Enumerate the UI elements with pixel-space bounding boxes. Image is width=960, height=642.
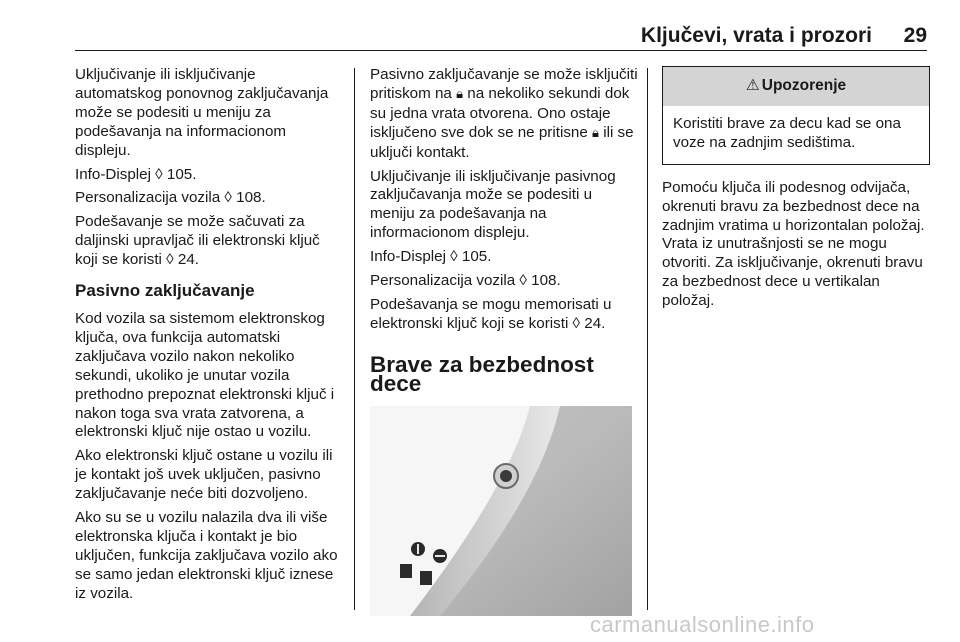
column-divider bbox=[647, 68, 648, 610]
paragraph: Uključivanje ili isključivanje automatskog ponovnog zaključavanja može se podesiti u meniju za podešavanja na informacionom displeju. bbox=[75, 66, 329, 159]
column-right bbox=[662, 66, 930, 316]
paragraph: Podešavanje se može sačuvati za daljinski upravljač ili elektronski ključ koji se koristi ◊ 24. bbox=[75, 213, 320, 269]
warning-header bbox=[663, 67, 929, 106]
text-run: ili se uključi kontakt. bbox=[370, 123, 634, 161]
paragraph: Podešavanja se mogu memorisati u elektronski ključ koji se koristi ◊ 24. bbox=[370, 295, 612, 332]
column-divider bbox=[354, 68, 355, 610]
page-number: 29 bbox=[903, 24, 927, 47]
column-left bbox=[75, 66, 345, 609]
door-illustration bbox=[370, 406, 632, 616]
warning-text: Koristiti brave za decu kad se ona voze na zadnjim sedištima. bbox=[673, 114, 901, 151]
cross-reference: Personalizacija vozila ◊ 108. bbox=[370, 272, 561, 290]
lock-icon: 🔒︎ bbox=[456, 86, 464, 102]
paragraph: Pomoću ključa ili podesnog odvijača, okrenuti bravu za bezbednost dece na zadnjim vratima u horizontalan položaj. Vrata iz unutrašnjosti se ne mogu otvoriti. Za isključivanje, okrenuti bravu za bezbednost dece u vertikalan položaj. bbox=[662, 178, 925, 310]
section-title: Brave za bezbednost dece bbox=[370, 351, 594, 396]
watermark: carmanualsonline.info bbox=[590, 612, 815, 637]
chapter-title: Ključevi, vrata i prozori bbox=[640, 24, 872, 47]
cross-reference: Info-Displej ◊ 105. bbox=[370, 248, 492, 266]
paragraph: Kod vozila sa sistemom elektronskog ključa, ova funkcija automatski zaključava vozilo nakon nekoliko sekundi, ukoliko je unutar vozila prethodno prepoznat elektronski ključ i nakon toga sva vrata zatvorena, a elektronski ključ nije ostao u vozilu. bbox=[75, 309, 335, 441]
page-header bbox=[0, 0, 960, 56]
paragraph bbox=[370, 66, 640, 163]
subheading: Pasivno zaključavanje bbox=[75, 281, 255, 301]
warning-box bbox=[662, 66, 930, 165]
warning-title: Upozorenje bbox=[761, 77, 847, 94]
text-run: Pasivno zaključavanje se može isključiti pritiskom na bbox=[370, 66, 638, 102]
child-lock-photo bbox=[370, 406, 632, 616]
cross-reference: Personalizacija vozila ◊ 108. bbox=[75, 189, 266, 207]
header-divider bbox=[75, 50, 927, 51]
warning-triangle-icon: ⚠ bbox=[745, 76, 760, 94]
paragraph: Ako elektronski ključ ostane u vozilu ili je kontakt još uvek uključen, pasivno zaključavanje neće biti dozvoljeno. bbox=[75, 447, 333, 503]
text-run: na nekoliko sekundi dok su jedna vrata otvorena. Ono ostaje isključeno sve dok se ne pritisne bbox=[370, 84, 630, 141]
cross-reference: Info-Displej ◊ 105. bbox=[75, 165, 197, 183]
paragraph: Ako su se u vozilu nalazila dva ili više elektronska ključa i kontakt je bio uključen, funkcija zaključava vozilo ako se samo jedan elektronski ključ iznese iz vozila. bbox=[75, 509, 338, 602]
column-middle bbox=[370, 66, 640, 616]
paragraph: Uključivanje ili isključivanje pasivnog zaključavanja može se podesiti u meniju za podešavanja na informacionom displeju. bbox=[370, 167, 616, 242]
lock-icon: 🔒︎ bbox=[592, 125, 599, 141]
